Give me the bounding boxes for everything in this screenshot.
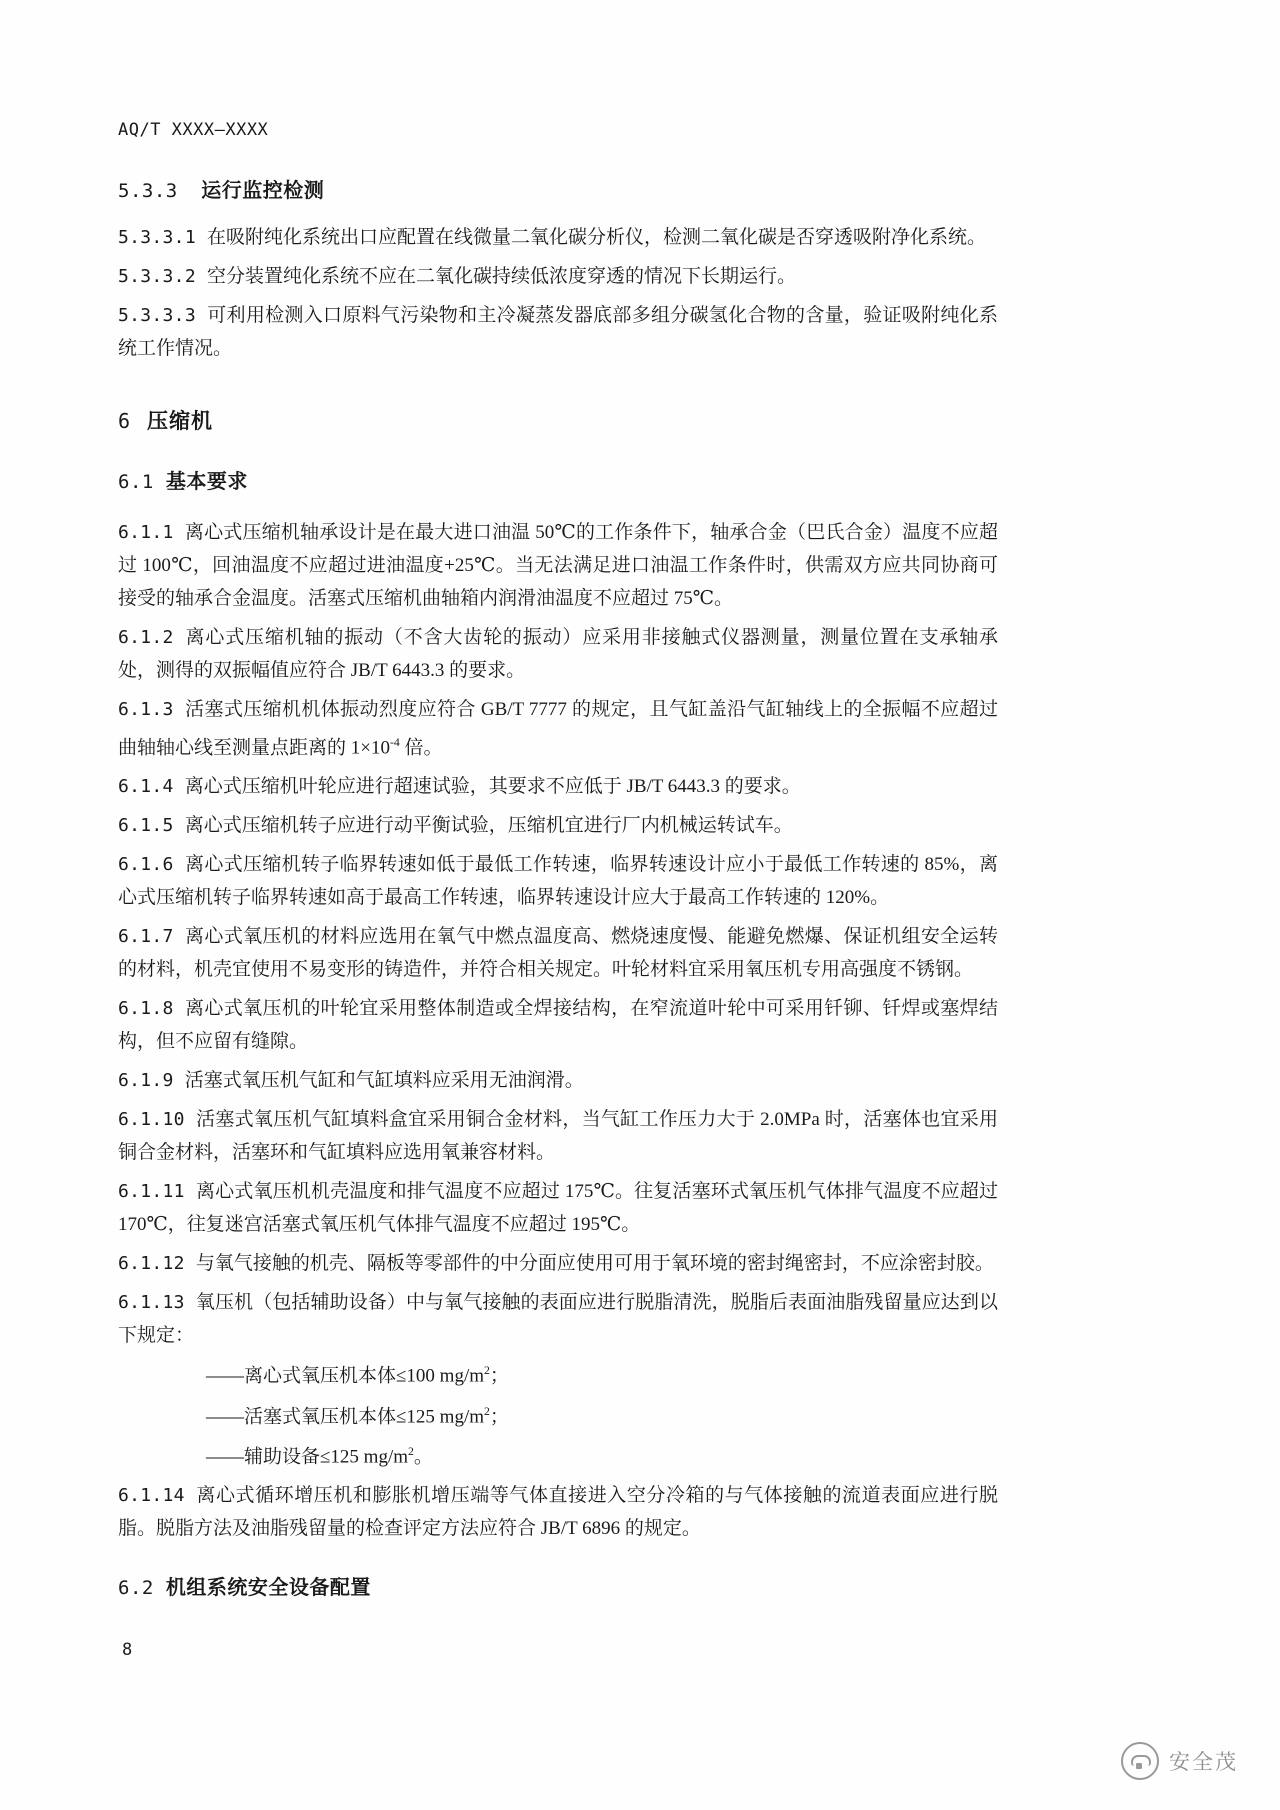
clause-6-1-6-text: 离心式压缩机转子临界转速如低于最低工作转速，临界转速设计应小于最低工作转速的 85%，离心式压缩机转子临界转速如高于最高工作转速，临界转速设计应大于最高工作转速的 120%。	[118, 854, 998, 909]
clause-6-1-14-number: 6.1.14	[118, 1485, 185, 1507]
clause-6-1-7-number: 6.1.7	[118, 926, 174, 948]
clause-6-1-4-text: 离心式压缩机叶轮应进行超速试验，其要求不应低于 JB/T 6443.3 的要求。	[184, 776, 801, 798]
clause-5-3-3-3	[118, 299, 998, 365]
heading-6-2-text: 机组系统安全设备配置	[165, 1577, 371, 1600]
clause-5-3-3-1	[118, 221, 998, 254]
clause-6-1-5-number: 6.1.5	[118, 815, 174, 837]
heading-6-number: 6	[118, 409, 132, 433]
clause-6-1-13-item-3-unit-exponent: 2	[408, 1444, 414, 1458]
clause-6-1-3	[118, 693, 998, 764]
heading-6-1	[118, 465, 998, 494]
heading-6-1-number: 6.1	[118, 471, 154, 493]
clause-6-1-13-text: 氧压机（包括辅助设备）中与氧气接触的表面应进行脱脂清洗，脱脂后表面油脂残留量应达到以下规定：	[118, 1292, 998, 1347]
clause-5-3-3-2-number: 5.3.3.2	[118, 266, 196, 287]
heading-5-3-3	[118, 174, 998, 203]
watermark-label: 安全茂	[1169, 1751, 1238, 1774]
heading-6	[118, 405, 998, 435]
clause-5-3-3-1-number: 5.3.3.1	[118, 227, 196, 248]
clause-6-1-11-number: 6.1.11	[118, 1181, 185, 1203]
heading-5-3-3-text: 运行监控检测	[201, 180, 325, 202]
clause-6-1-8	[118, 992, 998, 1058]
clause-6-1-13-item-2-text: ——活塞式氧压机本体≤125 mg/m	[206, 1405, 485, 1427]
clause-6-1-9-text: 活塞式氧压机气缸和气缸填料应采用无油润滑。	[184, 1070, 584, 1092]
clause-6-1-13-item-1-punct: ；	[489, 1365, 509, 1387]
watermark	[1121, 1742, 1238, 1780]
clause-6-1-2-text: 离心式压缩机轴的振动（不含大齿轮的振动）应采用非接触式仪器测量，测量位置在支承轴承处，测得的双振幅值应符合 JB/T 6443.3 的要求。	[118, 627, 998, 681]
clause-6-1-1	[118, 516, 998, 615]
clause-5-3-3-2	[118, 260, 998, 293]
clause-6-1-11	[118, 1175, 998, 1241]
clause-6-1-9	[118, 1064, 998, 1097]
clause-6-1-3-text-b: 倍。	[399, 737, 443, 759]
document-header-code: AQ/T XXXX—XXXX	[118, 120, 269, 140]
clause-6-1-14	[118, 1479, 998, 1545]
heading-6-text: 压缩机	[147, 409, 214, 433]
clause-6-1-13-item-3-punct: 。	[413, 1446, 433, 1468]
clause-6-1-13-item-2-unit-exponent: 2	[484, 1404, 490, 1418]
page-content	[118, 120, 998, 1622]
clause-6-1-14-text: 离心式循环增压机和膨胀机增压端等气体直接进入空分冷箱的与气体接触的流道表面应进行脱脂。脱脂方法及油脂残留量的检查评定方法应符合 JB/T 6896 的规定。	[118, 1485, 998, 1540]
clause-6-1-11-text: 离心式氧压机机壳温度和排气温度不应超过 175℃。往复活塞环式氧压机气体排气温度不应超过 170℃，往复迷宫活塞式氧压机气体排气温度不应超过 195℃。	[118, 1181, 998, 1236]
list-item	[118, 1354, 998, 1392]
clause-6-1-2	[118, 621, 998, 687]
list-item	[118, 1435, 998, 1473]
clause-6-1-12-number: 6.1.12	[118, 1253, 185, 1275]
clause-6-1-9-number: 6.1.9	[118, 1070, 174, 1092]
clause-6-1-4-number: 6.1.4	[118, 776, 174, 798]
clause-6-1-10	[118, 1103, 998, 1169]
clause-6-1-3-exponent: -4	[389, 736, 400, 749]
clause-6-1-13-item-2-punct: ；	[489, 1405, 509, 1427]
clause-6-1-13-item-1-unit-exponent: 2	[484, 1364, 490, 1378]
clause-6-1-13-item-3-text: ——辅助设备≤125 mg/m	[206, 1446, 409, 1468]
clause-5-3-3-3-number: 5.3.3.3	[118, 305, 196, 326]
heading-5-3-3-number: 5.3.3	[118, 180, 178, 202]
clause-6-1-7	[118, 920, 998, 986]
clause-6-1-13	[118, 1286, 998, 1352]
clause-6-1-6	[118, 848, 998, 914]
heading-6-2-number: 6.2	[118, 1577, 154, 1600]
heading-6-1-text: 基本要求	[165, 471, 248, 493]
clause-6-1-7-text: 离心式氧压机的材料应选用在氧气中燃点温度高、燃烧速度慢、能避免燃爆、保证机组安全运转的材料，机壳宜使用不易变形的铸造件，并符合相关规定。叶轮材料宜采用氧压机专用高强度不锈钢。	[118, 926, 998, 981]
clause-5-3-3-1-text: 在吸附纯化系统出口应配置在线微量二氧化碳分析仪，检测二氧化碳是否穿透吸附净化系统。	[206, 227, 986, 248]
clause-6-1-1-text: 离心式压缩机轴承设计是在最大进口油温 50℃的工作条件下，轴承合金（巴氏合金）温度不应超过 100℃，回油温度不应超过进油温度+25℃。当无法满足进口油温工作条件时，供需双方应共同协商可接受的轴承合金温度。活塞式压缩机曲轴箱内润滑油温度不应超过 75℃。	[118, 522, 998, 609]
wechat-account-icon	[1121, 1742, 1159, 1780]
clause-6-1-12	[118, 1247, 998, 1280]
list-item	[118, 1395, 998, 1433]
clause-5-3-3-3-text: 可利用检测入口原料气污染物和主冷凝蒸发器底部多组分碳氢化合物的含量，验证吸附纯化系统工作情况。	[118, 305, 998, 359]
clause-6-1-6-number: 6.1.6	[118, 854, 174, 876]
clause-6-1-8-text: 离心式氧压机的叶轮宜采用整体制造或全焊接结构，在窄流道叶轮中可采用钎铆、钎焊或塞焊结构，但不应留有缝隙。	[118, 998, 998, 1053]
clause-6-1-1-number: 6.1.1	[118, 522, 174, 543]
clause-6-1-13-item-1-text: ——离心式氧压机本体≤100 mg/m	[206, 1365, 485, 1387]
clause-6-1-10-text: 活塞式氧压机气缸填料盒宜采用铜合金材料，当气缸工作压力大于 2.0MPa 时，活塞体也宜采用铜合金材料，活塞环和气缸填料应选用氧兼容材料。	[118, 1109, 998, 1164]
clause-6-1-5-text: 离心式压缩机转子应进行动平衡试验，压缩机宜进行厂内机械运转试车。	[184, 815, 793, 837]
clause-6-1-5	[118, 809, 998, 842]
clause-6-1-12-text: 与氧气接触的机壳、隔板等零部件的中分面应使用可用于氧环境的密封绳密封，不应涂密封胶。	[195, 1253, 994, 1275]
heading-6-2	[118, 1571, 998, 1600]
clause-5-3-3-2-text: 空分装置纯化系统不应在二氧化碳持续低浓度穿透的情况下长期运行。	[206, 266, 796, 287]
clause-6-1-3-number: 6.1.3	[118, 699, 174, 720]
clause-6-1-10-number: 6.1.10	[118, 1109, 185, 1131]
clause-6-1-8-number: 6.1.8	[118, 998, 174, 1020]
clause-6-1-3-text-a: 活塞式压缩机机体振动烈度应符合 GB/T 7777 的规定，且气缸盖沿气缸轴线上的全振幅不应超过曲轴轴心线至测量点距离的 1×10	[118, 699, 998, 759]
page-number: 8	[122, 1640, 133, 1660]
clause-6-1-4	[118, 770, 998, 803]
clause-6-1-2-number: 6.1.2	[118, 627, 174, 648]
clause-6-1-13-number: 6.1.13	[118, 1292, 185, 1314]
